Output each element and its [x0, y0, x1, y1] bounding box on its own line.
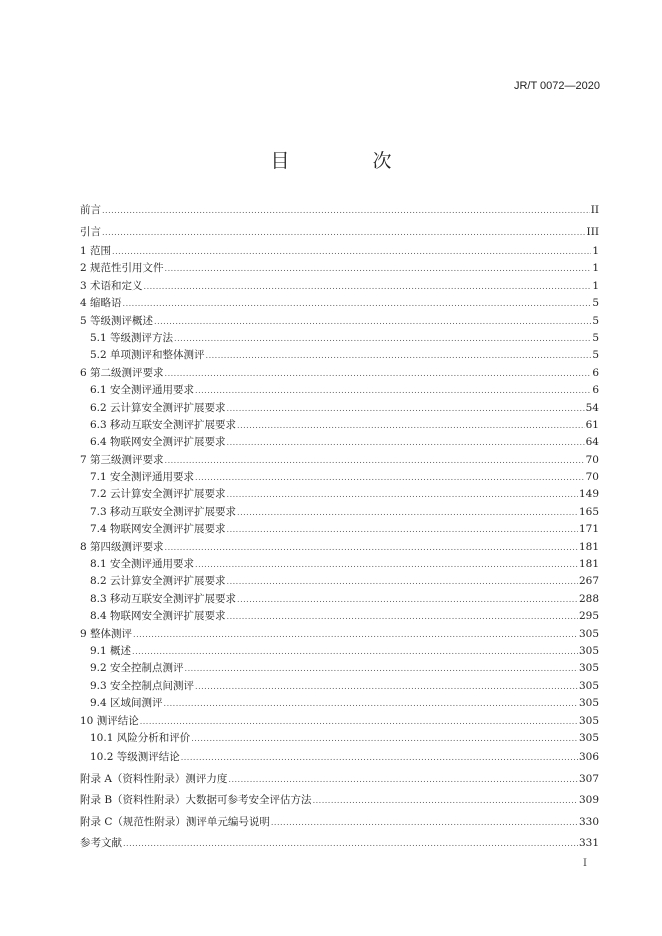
toc-entry[interactable]: [80, 504, 599, 521]
toc-entry-label: 5.1 等级测评方法: [90, 331, 174, 344]
toc-entry-page: 305: [578, 679, 599, 692]
toc-leader-dots: [227, 434, 585, 451]
toc-entry-label: 2 规范性引用文件: [80, 262, 164, 275]
toc-entry-page: 305: [578, 662, 599, 675]
toc-entry[interactable]: [80, 539, 599, 556]
toc-entry-label: 6 第二级测评要求: [80, 366, 164, 379]
toc-entry-label: 8.2 云计算安全测评扩展要求: [90, 575, 226, 588]
toc-entry[interactable]: [80, 608, 599, 625]
toc-leader-dots: [227, 573, 578, 590]
toc-entry-page: 5: [592, 314, 599, 327]
toc-entry[interactable]: [80, 833, 599, 855]
toc-leader-dots: [102, 200, 590, 222]
toc-leader-dots: [228, 769, 578, 791]
toc-entry-page: 1: [592, 245, 599, 257]
toc-leader-dots: [227, 486, 578, 503]
toc-entry[interactable]: [80, 769, 599, 791]
toc-entry-label: 9.1 概述: [90, 644, 132, 657]
toc-entry-label: 10 测评结论: [80, 714, 139, 727]
toc-entry-label: 8.3 移动互联安全测评扩展要求: [90, 592, 237, 605]
toc-entry-label: 7.3 移动互联安全测评扩展要求: [90, 505, 237, 518]
toc-entry-page: 54: [585, 401, 599, 414]
toc-leader-dots: [181, 747, 578, 769]
toc-entry-page: 267: [578, 575, 599, 588]
toc-entry[interactable]: [80, 400, 599, 417]
page-number: I: [583, 858, 587, 869]
toc-leader-dots: [237, 591, 578, 608]
toc-entry-page: 6: [592, 384, 599, 397]
toc-entry[interactable]: [80, 573, 599, 590]
toc-entry-page: 64: [585, 436, 599, 449]
toc-entry-page: 307: [578, 772, 599, 785]
toc-entry[interactable]: [80, 434, 599, 451]
toc-entry-label: 引言: [80, 225, 101, 238]
toc-entry[interactable]: [80, 730, 599, 747]
toc-entry-label: 前言: [80, 204, 101, 216]
toc-entry[interactable]: [80, 243, 599, 260]
toc-entry-label: 6.2 云计算安全测评扩展要求: [90, 401, 226, 414]
toc-entry-page: 295: [578, 610, 599, 623]
toc-entry-page: 305: [578, 644, 599, 657]
toc-entry[interactable]: [80, 330, 599, 347]
toc-leader-dots: [195, 382, 591, 399]
toc-entry-label: 7.2 云计算安全测评扩展要求: [90, 488, 226, 501]
toc-entry-page: 5: [592, 297, 599, 310]
toc-entry-page: 305: [578, 627, 599, 640]
toc-entry-page: 1: [592, 279, 599, 292]
toc-entry-label: 附录 A（资料性附录）测评力度: [80, 772, 228, 785]
toc-leader-dots: [191, 730, 578, 747]
page-title: 目 次: [270, 150, 424, 172]
toc-leader-dots: [102, 222, 586, 244]
toc-entry-page: 61: [585, 418, 599, 431]
toc-entry[interactable]: [80, 812, 599, 834]
standard-code: JR/T 0072—2020: [513, 80, 600, 92]
toc-entry-page: 330: [578, 815, 599, 828]
toc-entry[interactable]: [80, 469, 599, 486]
toc-entry-page: III: [586, 225, 599, 238]
toc-entry-label: 6.4 物联网安全测评扩展要求: [90, 436, 226, 449]
toc-entry[interactable]: [80, 365, 599, 382]
toc-leader-dots: [123, 295, 592, 312]
toc-entry[interactable]: [80, 382, 599, 399]
toc-entry-page: 305: [578, 731, 599, 744]
toc-leader-dots: [132, 643, 578, 660]
toc-entry-page: 149: [578, 488, 599, 501]
toc-entry[interactable]: [80, 222, 599, 244]
toc-entry[interactable]: [80, 626, 599, 643]
toc-entry[interactable]: [80, 660, 599, 677]
toc-entry-page: 5: [592, 331, 599, 344]
toc-entry-page: 6: [592, 366, 599, 379]
toc-entry[interactable]: [80, 747, 599, 769]
toc-entry-label: 5.2 单项测评和整体测评: [90, 349, 205, 362]
toc-entry-page: 165: [578, 505, 599, 518]
toc-entry[interactable]: [80, 486, 599, 503]
toc-leader-dots: [271, 812, 578, 834]
toc-entry[interactable]: [80, 347, 599, 364]
toc-entry-page: II: [590, 204, 599, 216]
toc-leader-dots: [227, 521, 578, 538]
toc-entry-page: 70: [585, 453, 599, 466]
toc-leader-dots: [133, 626, 578, 643]
toc-leader-dots: [140, 713, 578, 730]
toc-leader-dots: [165, 260, 592, 277]
toc-leader-dots: [165, 539, 578, 556]
toc-entry[interactable]: [80, 200, 599, 222]
toc-entry-label: 参考文献: [80, 837, 122, 850]
toc-entry-label: 10.1 风险分析和评价: [90, 731, 191, 744]
toc-entry-label: 7.1 安全测评通用要求: [90, 471, 195, 484]
toc-entry-label: 9.4 区域间测评: [90, 697, 163, 710]
toc-entry-page: 306: [578, 751, 599, 764]
toc-leader-dots: [195, 678, 578, 695]
toc-entry-label: 3 术语和定义: [80, 279, 143, 292]
toc-entry-page: 70: [585, 471, 599, 484]
toc-entry-page: 181: [578, 540, 599, 553]
toc-entry[interactable]: [80, 695, 599, 712]
toc-entry-page: 305: [578, 714, 599, 727]
toc-entry-label: 6.3 移动互联安全测评扩展要求: [90, 418, 237, 431]
toc-leader-dots: [237, 504, 578, 521]
toc-leader-dots: [195, 556, 578, 573]
toc-entry-label: 7.4 物联网安全测评扩展要求: [90, 523, 226, 536]
toc-entry-label: 9.2 安全控制点测评: [90, 662, 184, 675]
toc-entry-page: 309: [578, 794, 599, 807]
toc-leader-dots: [123, 833, 578, 855]
toc-entry-label: 8.1 安全测评通用要求: [90, 558, 195, 571]
toc-entry-label: 9.3 安全控制点间测评: [90, 679, 195, 692]
toc-leader-dots: [174, 330, 591, 347]
toc-entry[interactable]: [80, 278, 599, 295]
toc-leader-dots: [154, 313, 591, 330]
toc-entry-label: 6.1 安全测评通用要求: [90, 384, 195, 397]
toc-entry[interactable]: [80, 313, 599, 330]
toc-entry-label: 附录 B（资料性附录）大数据可参考安全评估方法: [80, 794, 312, 807]
toc-entry[interactable]: [80, 556, 599, 573]
toc-leader-dots: [164, 695, 578, 712]
toc-leader-dots: [195, 469, 585, 486]
toc-leader-dots: [185, 660, 578, 677]
toc-entry-label: 8 第四级测评要求: [80, 540, 164, 553]
toc-entry-page: 181: [578, 558, 599, 571]
toc-entry-page: 1: [592, 262, 599, 275]
toc-leader-dots: [227, 400, 585, 417]
toc-entry-label: 4 缩略语: [80, 297, 122, 310]
toc-entry[interactable]: [80, 260, 599, 277]
toc-entry[interactable]: [80, 713, 599, 730]
toc-entry-label: 附录 C（规范性附录）测评单元编号说明: [80, 815, 270, 828]
toc-entry-page: 171: [578, 523, 599, 536]
toc-entry-label: 8.4 物联网安全测评扩展要求: [90, 610, 226, 623]
toc-entry-page: 288: [578, 592, 599, 605]
toc-leader-dots: [313, 790, 578, 812]
toc-leader-dots: [144, 278, 592, 295]
toc-leader-dots: [165, 365, 592, 382]
toc-leader-dots: [237, 417, 585, 434]
toc-entry[interactable]: [80, 591, 599, 608]
toc-entry[interactable]: [80, 452, 599, 469]
toc-entry-page: 5: [592, 349, 599, 362]
toc-entry-page: 305: [578, 697, 599, 710]
toc-entry[interactable]: [80, 678, 599, 695]
toc-entry[interactable]: [80, 417, 599, 434]
toc-entry-label: 7 第三级测评要求: [80, 453, 164, 466]
toc-entry[interactable]: [80, 790, 599, 812]
toc-leader-dots: [206, 347, 592, 364]
toc-leader-dots: [112, 243, 591, 260]
table-of-contents: [80, 200, 599, 855]
toc-leader-dots: [165, 452, 585, 469]
toc-entry-label: 10.2 等级测评结论: [90, 751, 180, 764]
toc-entry-page: 331: [578, 837, 599, 850]
toc-entry-label: 1 范围: [80, 245, 112, 257]
toc-entry[interactable]: [80, 295, 599, 312]
toc-entry-label: 9 整体测评: [80, 627, 133, 640]
toc-entry[interactable]: [80, 521, 599, 538]
toc-leader-dots: [227, 608, 578, 625]
toc-entry-label: 5 等级测评概述: [80, 314, 154, 327]
toc-entry[interactable]: [80, 643, 599, 660]
